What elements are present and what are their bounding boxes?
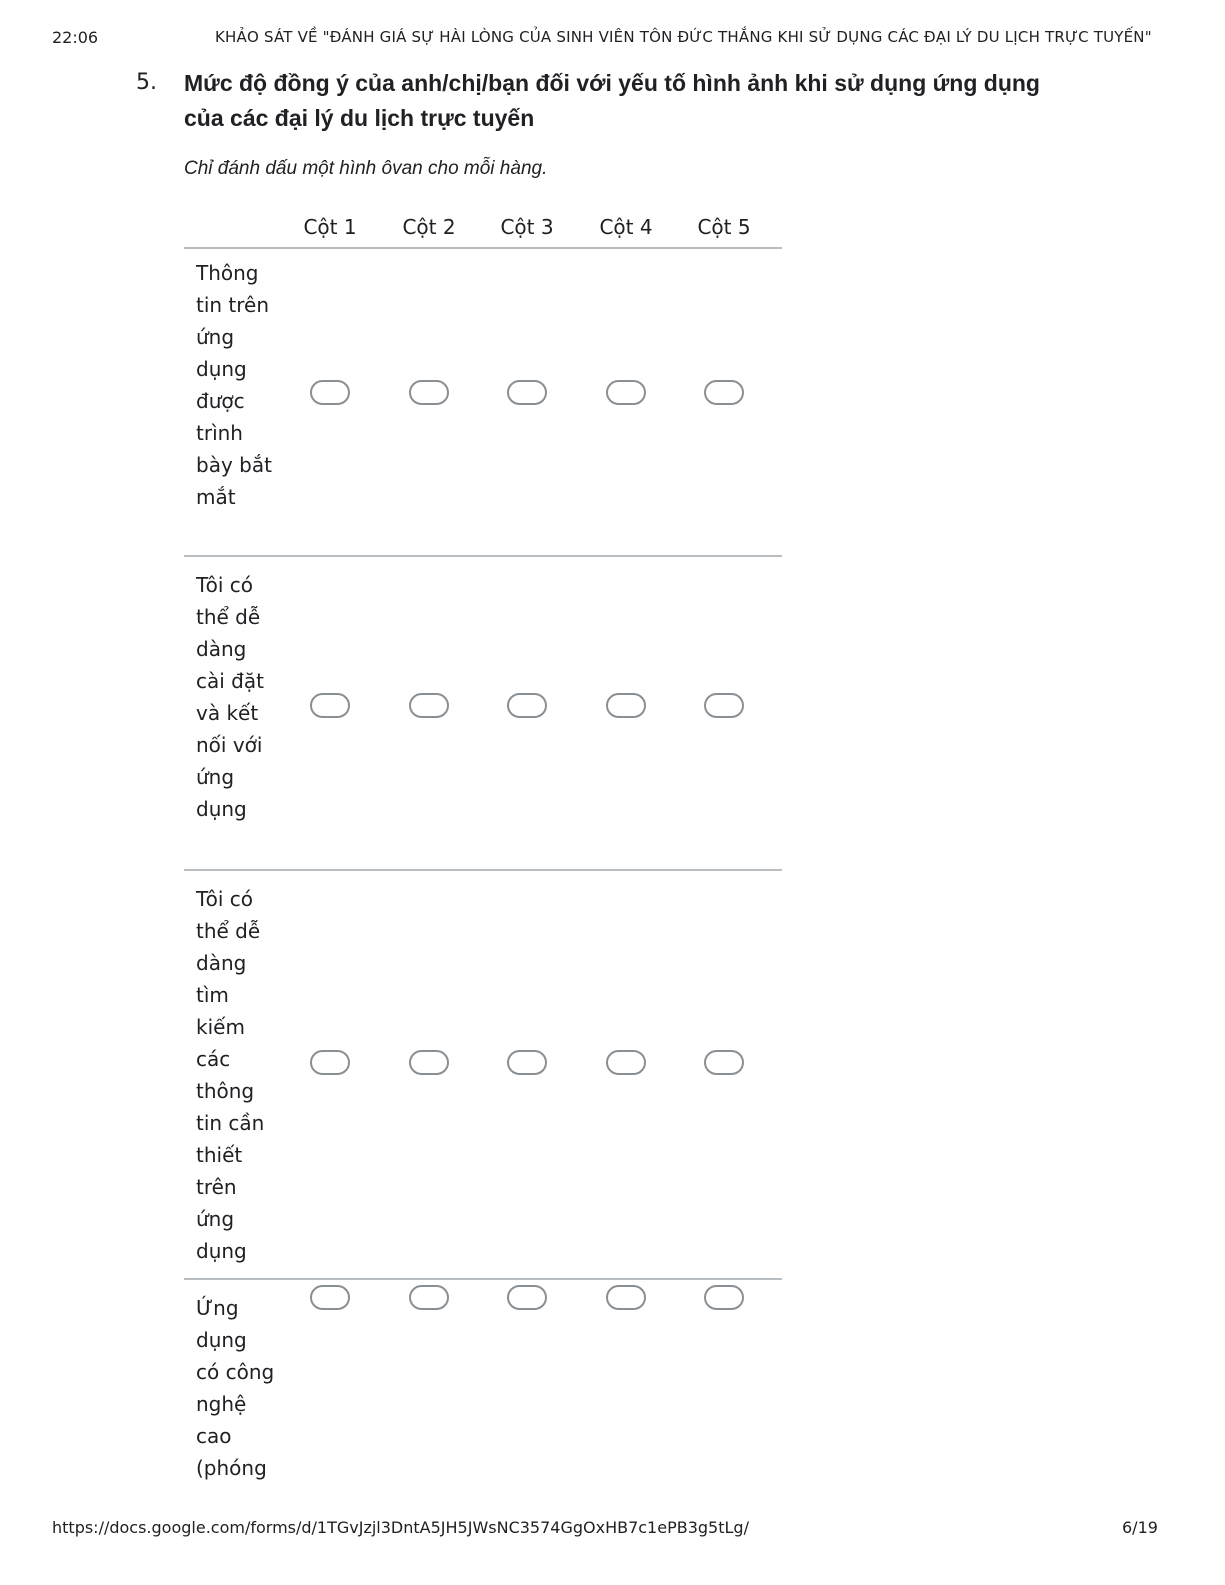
- radio-option[interactable]: [704, 693, 744, 718]
- radio-option[interactable]: [507, 380, 547, 405]
- question-number: 5.: [136, 70, 157, 95]
- column-header: Cột 5: [697, 215, 751, 239]
- print-url: https://docs.google.com/forms/d/1TGvJzjl3DntA5JH5JWsNC3574GgOxHB7c1ePB3g5tLg/: [52, 1518, 749, 1537]
- radio-option[interactable]: [606, 1050, 646, 1075]
- question-title: Mức độ đồng ý của anh/chị/bạn đối với yếu tố hình ảnh khi sử dụng ứng dụng của các đại lý du lịch trực tuyến: [184, 70, 1040, 131]
- grid-divider: [184, 555, 782, 557]
- radio-option[interactable]: [606, 1285, 646, 1310]
- grid-divider: [184, 247, 782, 249]
- radio-option[interactable]: [409, 1285, 449, 1310]
- radio-option[interactable]: [310, 1050, 350, 1075]
- row-label: Ứng dụng có công nghệ cao (phóng: [196, 1296, 275, 1480]
- radio-option[interactable]: [310, 693, 350, 718]
- radio-option[interactable]: [606, 380, 646, 405]
- radio-option[interactable]: [507, 693, 547, 718]
- column-header: Cột 1: [303, 215, 357, 239]
- column-header: Cột 4: [599, 215, 653, 239]
- radio-option[interactable]: [606, 693, 646, 718]
- question-instruction: Chỉ đánh dấu một hình ôvan cho mỗi hàng.: [184, 158, 548, 179]
- radio-option[interactable]: [507, 1050, 547, 1075]
- print-time: 22:06: [52, 28, 99, 47]
- radio-option[interactable]: [409, 693, 449, 718]
- column-header: Cột 3: [500, 215, 554, 239]
- row-label: Tôi có thể dễ dàng tìm kiếm các thông tin cần thiết trên ứng dụng: [196, 887, 265, 1263]
- radio-option[interactable]: [409, 380, 449, 405]
- radio-option[interactable]: [507, 1285, 547, 1310]
- radio-option[interactable]: [310, 380, 350, 405]
- grid-divider: [184, 869, 782, 871]
- row-label: Thông tin trên ứng dụng được trình bày bắt mắt: [196, 261, 272, 509]
- page-number: 6/19: [1122, 1518, 1158, 1537]
- row-label: Tôi có thể dễ dàng cài đặt và kết nối với ứng dụng: [196, 573, 264, 821]
- radio-option[interactable]: [310, 1285, 350, 1310]
- print-header-title: KHẢO SÁT VỀ "ĐÁNH GIÁ SỰ HÀI LÒNG CỦA SINH VIÊN TÔN ĐỨC THẮNG KHI SỬ DỤNG CÁC ĐẠI LÝ DU LỊCH TRỰC TUYẾN": [215, 28, 1152, 46]
- grid-divider: [184, 1278, 782, 1280]
- radio-option[interactable]: [704, 1285, 744, 1310]
- radio-option[interactable]: [704, 1050, 744, 1075]
- radio-option[interactable]: [704, 380, 744, 405]
- radio-option[interactable]: [409, 1050, 449, 1075]
- column-header: Cột 2: [402, 215, 456, 239]
